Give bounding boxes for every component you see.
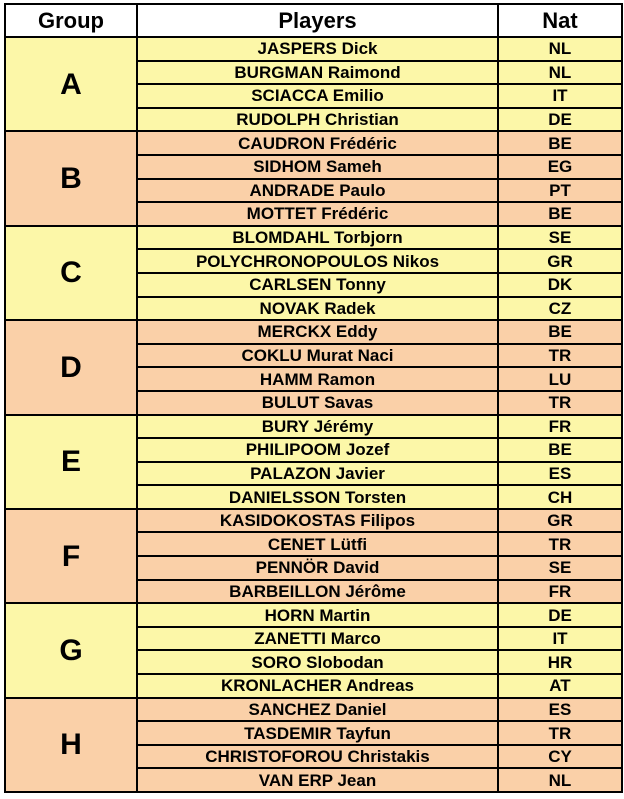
group-header: Group [5,4,137,37]
player-name: NOVAK Radek [137,297,498,321]
player-name: CHRISTOFOROU Christakis [137,745,498,769]
player-nat: FR [498,415,622,439]
player-name: PHILIPOOM Jozef [137,438,498,462]
player-name: POLYCHRONOPOULOS Nikos [137,249,498,273]
table-row [5,698,622,722]
player-nat: IT [498,627,622,651]
player-name: COKLU Murat Naci [137,344,498,368]
header-row [5,4,622,37]
table-row [5,603,622,627]
player-name: SORO Slobodan [137,650,498,674]
player-name: PALAZON Javier [137,462,498,486]
player-nat: BE [498,320,622,344]
player-nat: CY [498,745,622,769]
player-nat: BE [498,438,622,462]
player-name: ZANETTI Marco [137,627,498,651]
player-nat: BE [498,131,622,155]
player-name: VAN ERP Jean [137,768,498,792]
player-name: DANIELSSON Torsten [137,485,498,509]
group-label: H [5,698,137,792]
player-nat: CZ [498,297,622,321]
player-name: HAMM Ramon [137,367,498,391]
player-name: KASIDOKOSTAS Filipos [137,509,498,533]
group-label: G [5,603,137,697]
player-nat: NL [498,768,622,792]
player-nat: GR [498,509,622,533]
player-name: BURGMAN Raimond [137,61,498,85]
table-row [5,415,622,439]
player-nat: TR [498,532,622,556]
player-nat: TR [498,391,622,415]
player-nat: FR [498,580,622,604]
table-row [5,37,622,61]
groups-table-container [4,3,623,793]
player-nat: SE [498,556,622,580]
player-name: ANDRADE Paulo [137,179,498,203]
group-label: A [5,37,137,131]
player-nat: GR [498,249,622,273]
group-label: C [5,226,137,320]
groups-table [4,3,623,793]
player-name: BURY Jérémy [137,415,498,439]
table-row [5,131,622,155]
player-name: CAUDRON Frédéric [137,131,498,155]
player-name: KRONLACHER Andreas [137,674,498,698]
player-name: RUDOLPH Christian [137,108,498,132]
player-name: SCIACCA Emilio [137,84,498,108]
player-nat: AT [498,674,622,698]
player-nat: ES [498,698,622,722]
player-nat: SE [498,226,622,250]
player-nat: NL [498,37,622,61]
group-label: D [5,320,137,414]
player-nat: CH [498,485,622,509]
player-nat: ES [498,462,622,486]
player-nat: PT [498,179,622,203]
nat-header: Nat [498,4,622,37]
group-label: F [5,509,137,603]
table-row [5,226,622,250]
player-nat: BE [498,202,622,226]
table-row [5,320,622,344]
players-header: Players [137,4,498,37]
player-name: MERCKX Eddy [137,320,498,344]
player-name: TASDEMIR Tayfun [137,721,498,745]
player-name: CARLSEN Tonny [137,273,498,297]
table-body [5,37,622,792]
player-name: BLOMDAHL Torbjorn [137,226,498,250]
player-name: BULUT Savas [137,391,498,415]
player-nat: IT [498,84,622,108]
player-nat: DK [498,273,622,297]
player-name: BARBEILLON Jérôme [137,580,498,604]
player-name: CENET Lütfi [137,532,498,556]
player-nat: NL [498,61,622,85]
player-name: JASPERS Dick [137,37,498,61]
table-row [5,509,622,533]
player-name: HORN Martin [137,603,498,627]
player-nat: DE [498,603,622,627]
group-label: E [5,415,137,509]
player-nat: TR [498,721,622,745]
group-label: B [5,131,137,225]
player-name: SIDHOM Sameh [137,155,498,179]
player-nat: DE [498,108,622,132]
player-nat: TR [498,344,622,368]
player-name: PENNÖR David [137,556,498,580]
player-name: SANCHEZ Daniel [137,698,498,722]
player-nat: LU [498,367,622,391]
player-name: MOTTET Frédéric [137,202,498,226]
player-nat: EG [498,155,622,179]
player-nat: HR [498,650,622,674]
